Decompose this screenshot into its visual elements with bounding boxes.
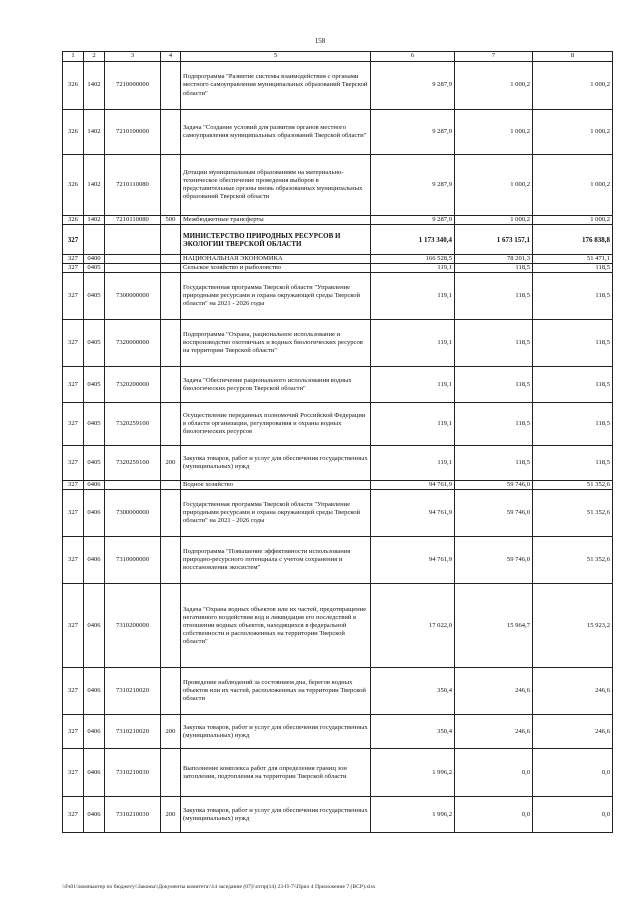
cell-target-code: 7310210030	[105, 749, 161, 797]
cell-name: Закупка товаров, работ и услуг для обеспечения государственных (муниципальных) нужд	[181, 797, 371, 833]
cell-amount-year-1: 94 761,9	[371, 490, 455, 537]
cell-amount-year-3: 1 000,2	[533, 110, 613, 155]
table-row	[63, 481, 613, 490]
table-row	[63, 749, 613, 797]
cell-amount-year-1: 119,1	[371, 264, 455, 273]
cell-target-code: 7310210020	[105, 715, 161, 749]
cell-name: Задача "Создание условий для развития органов местного самоуправления муниципальных образований Тверской области"	[181, 110, 371, 155]
cell-expense-type	[161, 320, 181, 367]
cell-target-code: 7320259100	[105, 446, 161, 481]
cell-section: 327	[63, 255, 84, 264]
cell-target-code: 7210000000	[105, 62, 161, 110]
cell-amount-year-3: 51 352,6	[533, 490, 613, 537]
cell-amount-year-2: 246,6	[455, 715, 533, 749]
cell-amount-year-3: 1 000,2	[533, 155, 613, 216]
cell-name: Дотации муниципальным образованиям на материально-техническое обеспечение проведения выборов в представительные органы вновь образованных муниципальных образований Тверской области	[181, 155, 371, 216]
cell-expense-type	[161, 273, 181, 320]
table-row	[63, 216, 613, 225]
cell-target-code: 7320000000	[105, 320, 161, 367]
cell-name: Закупка товаров, работ и услуг для обеспечения государственных (муниципальных) нужд	[181, 446, 371, 481]
table-row	[63, 367, 613, 403]
cell-section: 327	[63, 797, 84, 833]
cell-amount-year-2: 59 746,0	[455, 490, 533, 537]
cell-amount-year-2: 1 000,2	[455, 216, 533, 225]
cell-expense-type	[161, 155, 181, 216]
cell-amount-year-1: 119,1	[371, 403, 455, 446]
col-header-6: 6	[371, 52, 455, 62]
cell-expense-type: 200	[161, 715, 181, 749]
table-row	[63, 797, 613, 833]
cell-amount-year-1: 119,1	[371, 367, 455, 403]
cell-subsection: 0405	[84, 446, 105, 481]
col-header-7: 7	[455, 52, 533, 62]
cell-name: Задача "Обеспечение рационального использования водных биологических ресурсов Тверской области"	[181, 367, 371, 403]
col-header-4: 4	[161, 52, 181, 62]
cell-expense-type	[161, 367, 181, 403]
cell-expense-type: 200	[161, 797, 181, 833]
cell-subsection: 0406	[84, 797, 105, 833]
cell-amount-year-1: 1 996,2	[371, 797, 455, 833]
cell-amount-year-2: 15 964,7	[455, 584, 533, 668]
cell-amount-year-3: 1 000,2	[533, 216, 613, 225]
cell-amount-year-1: 94 761,9	[371, 537, 455, 584]
cell-amount-year-1: 119,1	[371, 320, 455, 367]
cell-name: Подпрограмма "Повышение эффективности использования природно-ресурсного потенциала с учетом сохранения и восстановления экосистем"	[181, 537, 371, 584]
cell-amount-year-1: 9 287,9	[371, 110, 455, 155]
cell-amount-year-1: 9 287,9	[371, 216, 455, 225]
cell-amount-year-2: 0,0	[455, 797, 533, 833]
cell-amount-year-3: 118,5	[533, 273, 613, 320]
cell-subsection	[84, 225, 105, 255]
cell-expense-type	[161, 749, 181, 797]
cell-target-code: 7300000000	[105, 273, 161, 320]
cell-amount-year-1: 9 287,9	[371, 155, 455, 216]
cell-section: 327	[63, 264, 84, 273]
cell-amount-year-1: 9 287,9	[371, 62, 455, 110]
cell-amount-year-1: 1 173 340,4	[371, 225, 455, 255]
cell-subsection: 0405	[84, 403, 105, 446]
cell-expense-type	[161, 668, 181, 715]
cell-target-code: 7210110080	[105, 155, 161, 216]
table-row	[63, 490, 613, 537]
cell-amount-year-2: 118,5	[455, 320, 533, 367]
col-header-1: 1	[63, 52, 84, 62]
cell-section: 327	[63, 273, 84, 320]
cell-subsection: 0406	[84, 668, 105, 715]
cell-section: 327	[63, 403, 84, 446]
table-row	[63, 62, 613, 110]
cell-name: Задача "Охрана водных объектов или их частей, предотвращение негативного воздействия вод и ликвидация его последствий в отношении водных объектов, находящихся в федеральной собственности и расположенных на территории Тверской области"	[181, 584, 371, 668]
cell-subsection: 0406	[84, 715, 105, 749]
table-row	[63, 255, 613, 264]
cell-amount-year-3: 118,5	[533, 264, 613, 273]
cell-amount-year-2: 1 000,2	[455, 110, 533, 155]
cell-amount-year-1: 166 528,5	[371, 255, 455, 264]
cell-subsection: 0405	[84, 367, 105, 403]
cell-expense-type	[161, 255, 181, 264]
cell-amount-year-3: 118,5	[533, 320, 613, 367]
cell-name: Закупка товаров, работ и услуг для обеспечения государственных (муниципальных) нужд	[181, 715, 371, 749]
cell-amount-year-3: 1 000,2	[533, 62, 613, 110]
cell-amount-year-2: 59 746,0	[455, 537, 533, 584]
cell-amount-year-2: 118,5	[455, 367, 533, 403]
table-row	[63, 446, 613, 481]
cell-name: МИНИСТЕРСТВО ПРИРОДНЫХ РЕСУРСОВ И ЭКОЛОГИИ ТВЕРСКОЙ ОБЛАСТИ	[181, 225, 371, 255]
cell-amount-year-3: 118,5	[533, 446, 613, 481]
table-row	[63, 155, 613, 216]
cell-amount-year-2: 0,0	[455, 749, 533, 797]
table-row	[63, 668, 613, 715]
cell-expense-type	[161, 225, 181, 255]
cell-name: Подпрограмма "Охрана, рациональное использование и воспроизводство охотничьих и водных биологических ресурсов на территории Тверской области"	[181, 320, 371, 367]
cell-section: 327	[63, 537, 84, 584]
cell-amount-year-2: 1 673 157,1	[455, 225, 533, 255]
table-row	[63, 273, 613, 320]
cell-section: 327	[63, 668, 84, 715]
cell-amount-year-1: 94 761,9	[371, 481, 455, 490]
cell-amount-year-1: 17 022,0	[371, 584, 455, 668]
cell-amount-year-1: 119,1	[371, 446, 455, 481]
table-row	[63, 715, 613, 749]
cell-amount-year-3: 0,0	[533, 797, 613, 833]
col-header-3: 3	[105, 52, 161, 62]
cell-section: 326	[63, 155, 84, 216]
cell-section: 327	[63, 225, 84, 255]
cell-amount-year-3: 246,6	[533, 668, 613, 715]
cell-expense-type	[161, 490, 181, 537]
cell-subsection: 1402	[84, 155, 105, 216]
cell-section: 326	[63, 110, 84, 155]
cell-target-code	[105, 255, 161, 264]
cell-amount-year-2: 59 746,0	[455, 481, 533, 490]
table-row	[63, 110, 613, 155]
cell-name: Проведение наблюдений за состоянием дна, берегов водных объектов или их частей, расположенных на территории Тверской области	[181, 668, 371, 715]
cell-amount-year-3: 51 352,6	[533, 481, 613, 490]
cell-expense-type: 200	[161, 446, 181, 481]
cell-subsection: 0406	[84, 537, 105, 584]
cell-expense-type: 500	[161, 216, 181, 225]
cell-name: НАЦИОНАЛЬНАЯ ЭКОНОМИКА	[181, 255, 371, 264]
cell-target-code: 7310000000	[105, 537, 161, 584]
cell-subsection: 0406	[84, 490, 105, 537]
cell-target-code: 7210110080	[105, 216, 161, 225]
cell-amount-year-2: 78 201,3	[455, 255, 533, 264]
cell-target-code	[105, 225, 161, 255]
cell-target-code: 7320259100	[105, 403, 161, 446]
cell-section: 326	[63, 62, 84, 110]
cell-section: 327	[63, 367, 84, 403]
cell-name: Водное хозяйство	[181, 481, 371, 490]
cell-name: Сельское хозяйство и рыболовство	[181, 264, 371, 273]
table-row	[63, 403, 613, 446]
cell-target-code: 7310210030	[105, 797, 161, 833]
cell-name: Осуществление переданных полномочий Российской Федерации в области организации, регулирования и охраны водных биологических ресурсов	[181, 403, 371, 446]
cell-target-code: 7320200000	[105, 367, 161, 403]
cell-amount-year-1: 1 996,2	[371, 749, 455, 797]
cell-amount-year-3: 51 352,6	[533, 537, 613, 584]
cell-subsection: 0406	[84, 481, 105, 490]
cell-amount-year-2: 118,5	[455, 273, 533, 320]
cell-amount-year-2: 118,5	[455, 446, 533, 481]
cell-amount-year-2: 1 000,2	[455, 62, 533, 110]
cell-subsection: 0406	[84, 584, 105, 668]
cell-amount-year-2: 246,6	[455, 668, 533, 715]
cell-target-code	[105, 264, 161, 273]
cell-name: Подпрограмма "Развитие системы взаимодействия с органами местного самоуправления муниципальных образований Тверской области"	[181, 62, 371, 110]
cell-section: 327	[63, 584, 84, 668]
cell-target-code: 7300000000	[105, 490, 161, 537]
cell-section: 327	[63, 446, 84, 481]
table-header	[63, 52, 613, 62]
table-body	[63, 62, 613, 833]
cell-target-code	[105, 481, 161, 490]
cell-subsection: 0405	[84, 264, 105, 273]
cell-section: 327	[63, 749, 84, 797]
col-header-5: 5	[181, 52, 371, 62]
cell-section: 327	[63, 490, 84, 537]
cell-amount-year-1: 119,1	[371, 273, 455, 320]
cell-subsection: 0400	[84, 255, 105, 264]
cell-amount-year-3: 118,5	[533, 403, 613, 446]
cell-name: Государственная программа Тверской области "Управление природными ресурсами и охрана окружающей среды Тверской области" на 2021 - 2026 годы	[181, 490, 371, 537]
cell-section: 327	[63, 320, 84, 367]
table-row	[63, 264, 613, 273]
cell-subsection: 1402	[84, 62, 105, 110]
cell-name: Государственная программа Тверской области "Управление природными ресурсами и охрана окружающей среды Тверской области" на 2021 - 2026 годы	[181, 273, 371, 320]
file-path-footer: \\Fs01\\компьютер по бюджету\\Законы\\Документы комитета\\14 заседание (07)\\отпр(14) 23-П-7\\Прил 4 Приложение 7 (ВСР).xlsx	[62, 884, 376, 890]
cell-amount-year-1: 350,4	[371, 668, 455, 715]
budget-table	[62, 51, 613, 833]
col-header-8: 8	[533, 52, 613, 62]
cell-amount-year-3: 118,5	[533, 367, 613, 403]
cell-name: Выполнение комплекса работ для определения границ зон затопления, подтопления на территории Тверской области	[181, 749, 371, 797]
cell-subsection: 0405	[84, 320, 105, 367]
cell-name: Межбюджетные трансферты	[181, 216, 371, 225]
cell-expense-type	[161, 584, 181, 668]
cell-amount-year-3: 51 471,1	[533, 255, 613, 264]
cell-expense-type	[161, 403, 181, 446]
cell-section: 327	[63, 481, 84, 490]
col-header-2: 2	[84, 52, 105, 62]
table-row	[63, 320, 613, 367]
cell-expense-type	[161, 62, 181, 110]
cell-amount-year-3: 15 923,2	[533, 584, 613, 668]
cell-amount-year-2: 118,5	[455, 403, 533, 446]
cell-target-code: 7310200000	[105, 584, 161, 668]
cell-expense-type	[161, 264, 181, 273]
cell-target-code: 7310210020	[105, 668, 161, 715]
table-row	[63, 225, 613, 255]
cell-amount-year-3: 0,0	[533, 749, 613, 797]
cell-subsection: 1402	[84, 110, 105, 155]
cell-subsection: 0406	[84, 749, 105, 797]
cell-subsection: 1402	[84, 216, 105, 225]
table-row	[63, 584, 613, 668]
table-row	[63, 537, 613, 584]
cell-expense-type	[161, 537, 181, 584]
cell-target-code: 7210100000	[105, 110, 161, 155]
cell-subsection: 0405	[84, 273, 105, 320]
cell-expense-type	[161, 110, 181, 155]
cell-amount-year-2: 1 000,2	[455, 155, 533, 216]
cell-expense-type	[161, 481, 181, 490]
cell-section: 326	[63, 216, 84, 225]
cell-amount-year-3: 246,6	[533, 715, 613, 749]
cell-amount-year-1: 350,4	[371, 715, 455, 749]
cell-amount-year-2: 118,5	[455, 264, 533, 273]
cell-amount-year-3: 176 838,8	[533, 225, 613, 255]
page-number: 158	[314, 37, 326, 45]
cell-section: 327	[63, 715, 84, 749]
